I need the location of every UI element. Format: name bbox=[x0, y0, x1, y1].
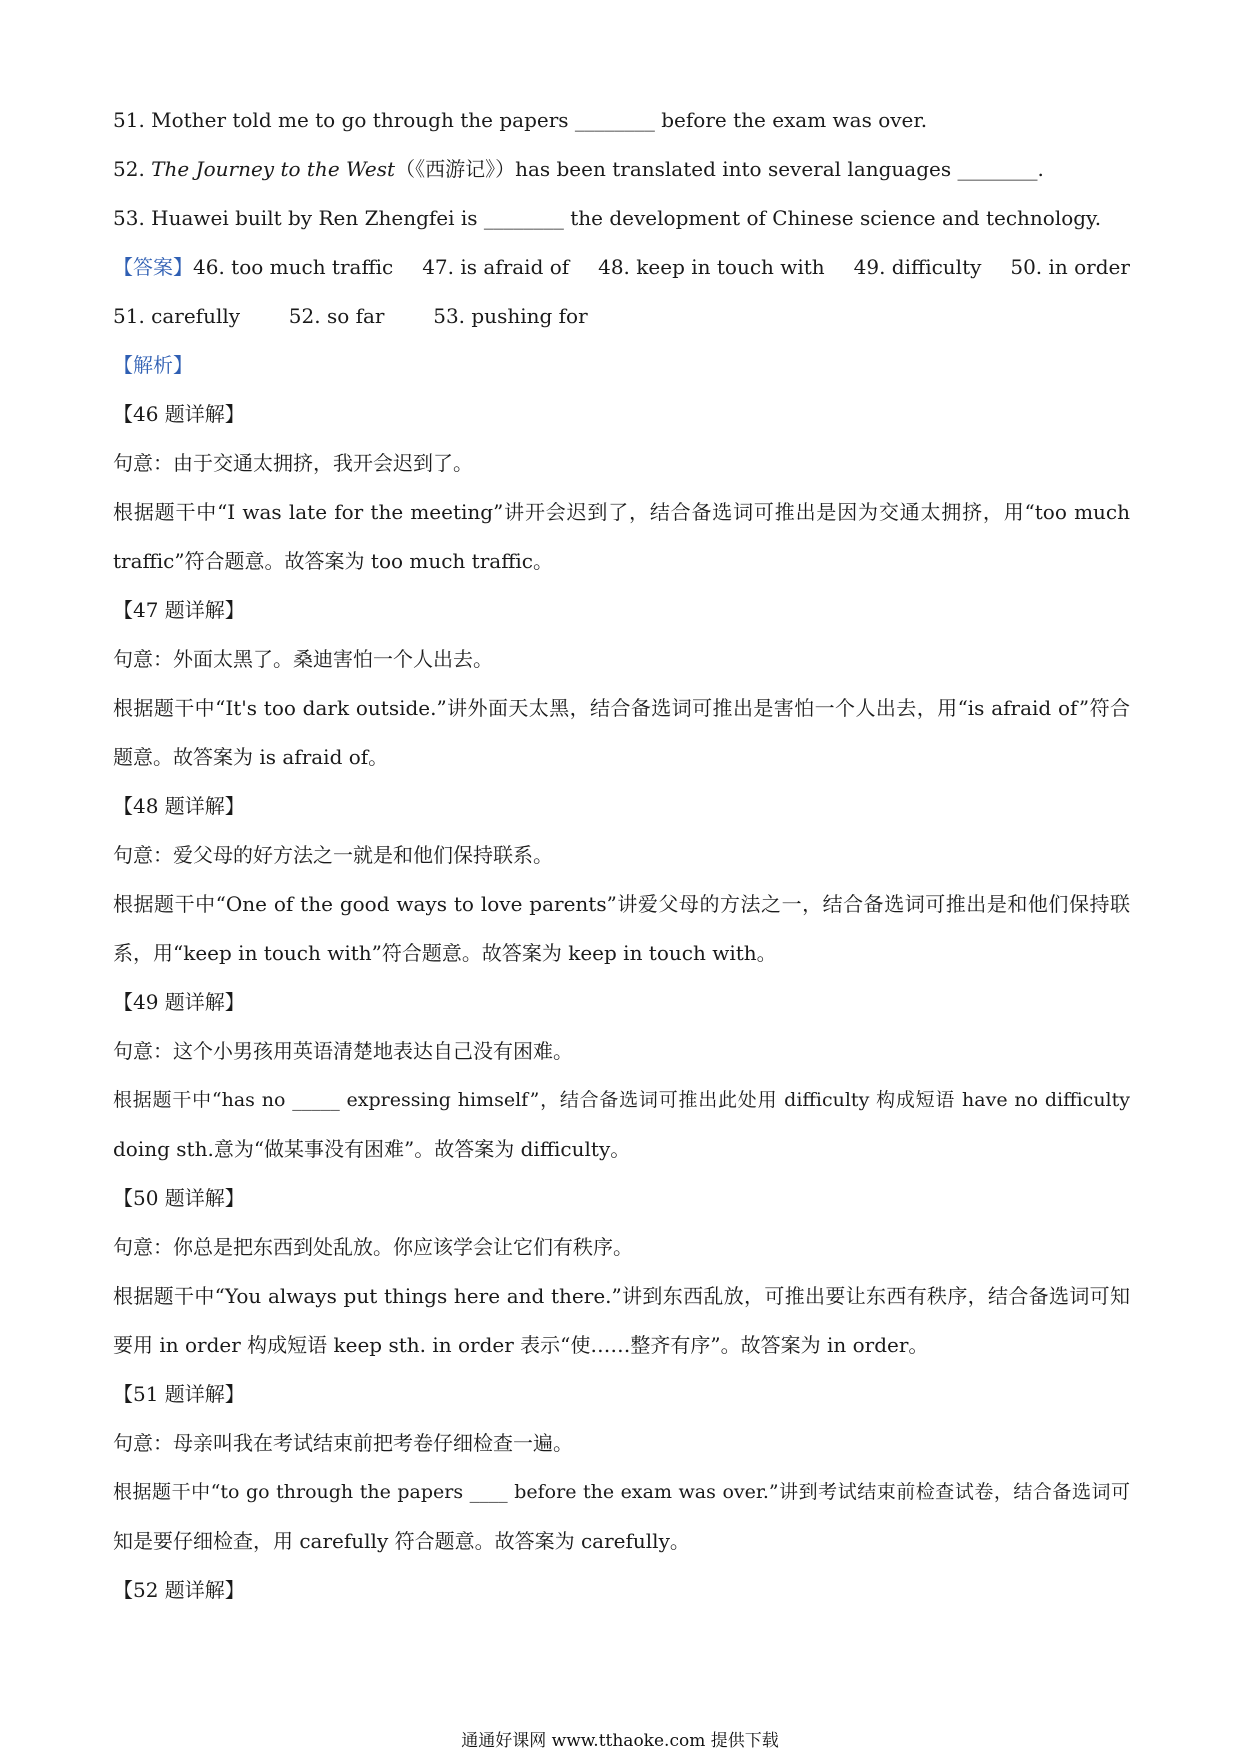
detail-46-line-2: traffic”符合题意。故答案为 too much traffic。 bbox=[113, 549, 553, 573]
analysis-label: 【解析】 bbox=[113, 353, 193, 377]
answer-47: 47. is afraid of bbox=[422, 255, 570, 279]
answer-row-1 bbox=[113, 243, 1130, 292]
detail-47-line-2: 题意。故答案为 is afraid of。 bbox=[113, 745, 389, 769]
answer-row-2 bbox=[113, 292, 1130, 341]
detail-47-meaning: 句意：外面太黑了。桑迪害怕一个人出去。 bbox=[113, 647, 493, 671]
question-52 bbox=[113, 145, 1130, 194]
answer-49: 49. difficulty bbox=[853, 255, 982, 279]
answer-label: 【答案】 bbox=[113, 255, 193, 279]
detail-49-meaning: 句意：这个小男孩用英语清楚地表达自己没有困难。 bbox=[113, 1039, 573, 1063]
question-52-text: （《西游记》）has been translated into several languages ________. bbox=[395, 157, 1044, 181]
detail-48-line-2: 系，用“keep in touch with”符合题意。故答案为 keep in touch with。 bbox=[113, 941, 777, 965]
question-51: 51. Mother told me to go through the papers ________ before the exam was over. bbox=[113, 108, 928, 132]
detail-49-line-2: doing sth.意为“做某事没有困难”。故答案为 difficulty。 bbox=[113, 1137, 631, 1161]
answer-52: 52. so far bbox=[288, 304, 385, 328]
answer-48: 48. keep in touch with bbox=[598, 255, 825, 279]
detail-51-line-2: 知是要仔细检查，用 carefully 符合题意。故答案为 carefully。 bbox=[113, 1529, 690, 1553]
detail-50-line-2: 要用 in order 构成短语 keep sth. in order 表示“使……整齐有序”。故答案为 in order。 bbox=[113, 1333, 929, 1357]
detail-52-heading: 【52 题详解】 bbox=[113, 1578, 245, 1602]
answer-group bbox=[113, 243, 393, 292]
detail-51-meaning: 句意：母亲叫我在考试结束前把考卷仔细检查一遍。 bbox=[113, 1431, 573, 1455]
detail-50-line-1: 根据题干中“You always put things here and there.”讲到东西乱放，可推出要让东西有秩序，结合备选词可知 bbox=[113, 1284, 1130, 1308]
detail-48-line-1: 根据题干中“One of the good ways to love parents”讲爱父母的方法之一，结合备选词可推出是和他们保持联 bbox=[113, 892, 1130, 916]
detail-47-heading: 【47 题详解】 bbox=[113, 598, 245, 622]
answer-50: 50. in order bbox=[1010, 255, 1130, 279]
answer-46: 46. too much traffic bbox=[193, 255, 394, 279]
page-footer: 通通好课网 www.tthaoke.com 提供下载 bbox=[461, 1731, 779, 1751]
detail-46-line-1: 根据题干中“I was late for the meeting”讲开会迟到了，结合备选词可推出是因为交通太拥挤，用“too much bbox=[113, 500, 1130, 524]
detail-49-line-1: 根据题干中“has no _____ expressing himself”，结合备选词可推出此处用 difficulty 构成短语 have no difficulty bbox=[113, 1089, 1130, 1111]
detail-48-heading: 【48 题详解】 bbox=[113, 794, 245, 818]
detail-51-line-1: 根据题干中“to go through the papers ____ before the exam was over.”讲到考试结束前检查试卷，结合备选词可 bbox=[113, 1481, 1130, 1503]
detail-47-line-1: 根据题干中“It's too dark outside.”讲外面天太黑，结合备选词可推出是害怕一个人出去，用“is afraid of”符合 bbox=[113, 696, 1130, 720]
answer-53: 53. pushing for bbox=[433, 304, 588, 328]
detail-46-heading: 【46 题详解】 bbox=[113, 402, 245, 426]
question-52-book-title: The Journey to the West bbox=[151, 157, 396, 181]
question-52-number: 52. bbox=[113, 157, 145, 181]
detail-50-meaning: 句意：你总是把东西到处乱放。你应该学会让它们有秩序。 bbox=[113, 1235, 633, 1259]
detail-46-meaning: 句意：由于交通太拥挤，我开会迟到了。 bbox=[113, 451, 473, 475]
detail-48-meaning: 句意：爱父母的好方法之一就是和他们保持联系。 bbox=[113, 843, 553, 867]
detail-51-heading: 【51 题详解】 bbox=[113, 1382, 245, 1406]
detail-50-heading: 【50 题详解】 bbox=[113, 1186, 245, 1210]
question-53: 53. Huawei built by Ren Zhengfei is ________ the development of Chinese science and technology. bbox=[113, 206, 1102, 230]
detail-49-heading: 【49 题详解】 bbox=[113, 990, 245, 1014]
answer-51: 51. carefully bbox=[113, 304, 241, 328]
document-page bbox=[113, 96, 1130, 1615]
